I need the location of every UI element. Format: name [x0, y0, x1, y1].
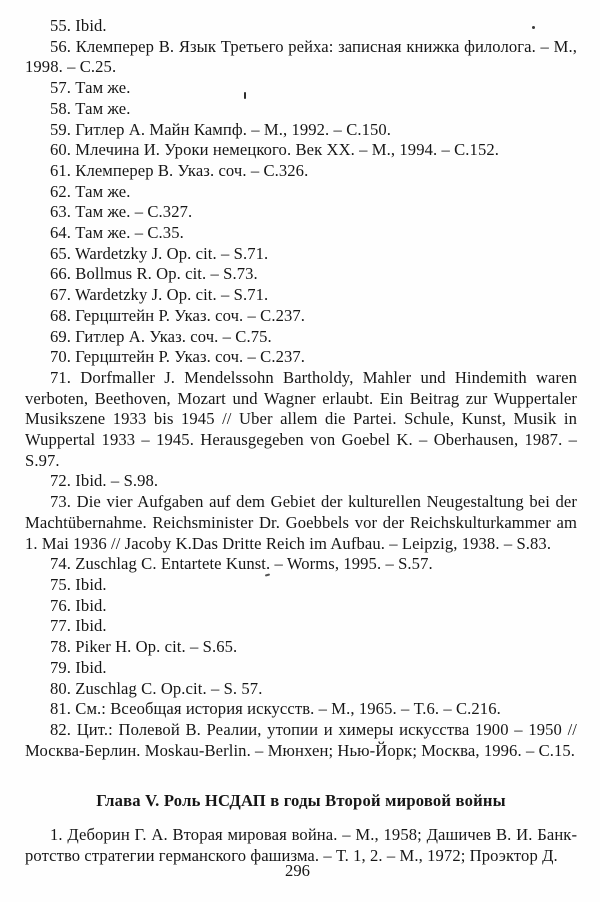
page-number: 296 [285, 861, 310, 880]
note-entry: 66. Bollmus R. Op. cit. – S.73. [50, 264, 258, 284]
note-entry: 60. Млечина И. Уроки немецкого. Век XX. – М., 1994. – С.152. [50, 140, 499, 160]
note-entry: 67. Wardetzky J. Op. cit. – S.71. [50, 285, 269, 305]
note-entry: 56. Клемперер В. Язык Третьего рейха: записная книжка филолога. – М., 1998. – С.25. [25, 36, 577, 77]
note-entry: 55. Ibid. [50, 16, 107, 35]
note-entry: 74. Zuschlag C. Entartete Kunst. – Worms, 1995. – S.57. [50, 554, 433, 574]
text-block [25, 16, 577, 866]
note-entry: 75. Ibid. [50, 574, 107, 594]
note-entry: 80. Zuschlag C. Op.cit. – S. 57. [50, 678, 263, 698]
chapter-heading: Глава V. Роль НСДАП в годы Второй мировой войны [96, 791, 506, 811]
note-entry: 69. Гитлер А. Указ. соч. – С.75. [50, 326, 272, 346]
note-entry: 58. Там же. [50, 98, 131, 118]
note-entry: 64. Там же. – С.35. [50, 223, 184, 243]
note-entry: 65. Wardetzky J. Op. cit. – S.71. [50, 243, 269, 263]
note-entry: 78. Piker H. Op. cit. – S.65. [50, 637, 238, 657]
notes-list [25, 16, 577, 761]
note-entry: 77. Ibid. [50, 616, 107, 636]
note-entry: 72. Ibid. – S.98. [50, 471, 159, 491]
note-entry: 63. Там же. – С.327. [50, 202, 193, 222]
note-entry: 82. Цит.: Полевой В. Реалии, утопии и химеры искусства 1900 – 1950 // Москва-Берлин. Moskau-Berlin. – Мюнхен; Нью-Йорк; Москва, 1996. – С.15. [25, 719, 577, 760]
note-entry: 68. Герцштейн Р. Указ. соч. – С.237. [50, 305, 306, 325]
note-entry: 57. Там же. [50, 78, 131, 98]
note-entry: 81. См.: Всеобщая история искусств. – М., 1965. – Т.6. – С.216. [50, 699, 501, 719]
note-entry: 61. Клемперер В. Указ. соч. – С.326. [50, 160, 309, 180]
note-entry: 59. Гитлер А. Майн Кампф. – М., 1992. – С.150. [50, 119, 392, 139]
note-entry: 62. Там же. [50, 181, 131, 201]
note-entry: 71. Dorfmaller J. Mendelssohn Bartholdy, Mahler und Hindemith waren verboten, Beethoven, Mozart und Wagner erlaubt. Ein Beitrag zur Wuppertaler Musikszene 1933 bis 1945 // Uber allem die Partei. Schule, Kunst, Musik in Wuppertal 1933 – 1945. Herausgegeben von Goebel K. – Oberhausen, 1987. – S.97. [25, 367, 577, 470]
chapter-first-paragraph: 1. Деборин Г. А. Вторая мировая война. – М., 1958; Дашичев В. И. Банкротство стратегии германского фашизма. – Т. 1, 2. – М., 1972; Проэктор Д. [25, 825, 577, 865]
note-entry: 73. Die vier Aufgaben auf dem Gebiet der kulturellen Neugestaltung bei der Machtübernahme. Reichsminister Dr. Goebbels vor der Reichskulturkammer am 1. Mai 1936 // Jacoby K.Das Dritte Reich im Aufbau. – Leipzig, 1938. – S.83. [25, 492, 577, 553]
note-entry: 70. Герцштейн Р. Указ. соч. – С.237. [50, 347, 306, 367]
note-entry: 79. Ibid. [50, 657, 107, 677]
note-entry: 76. Ibid. [50, 595, 107, 615]
